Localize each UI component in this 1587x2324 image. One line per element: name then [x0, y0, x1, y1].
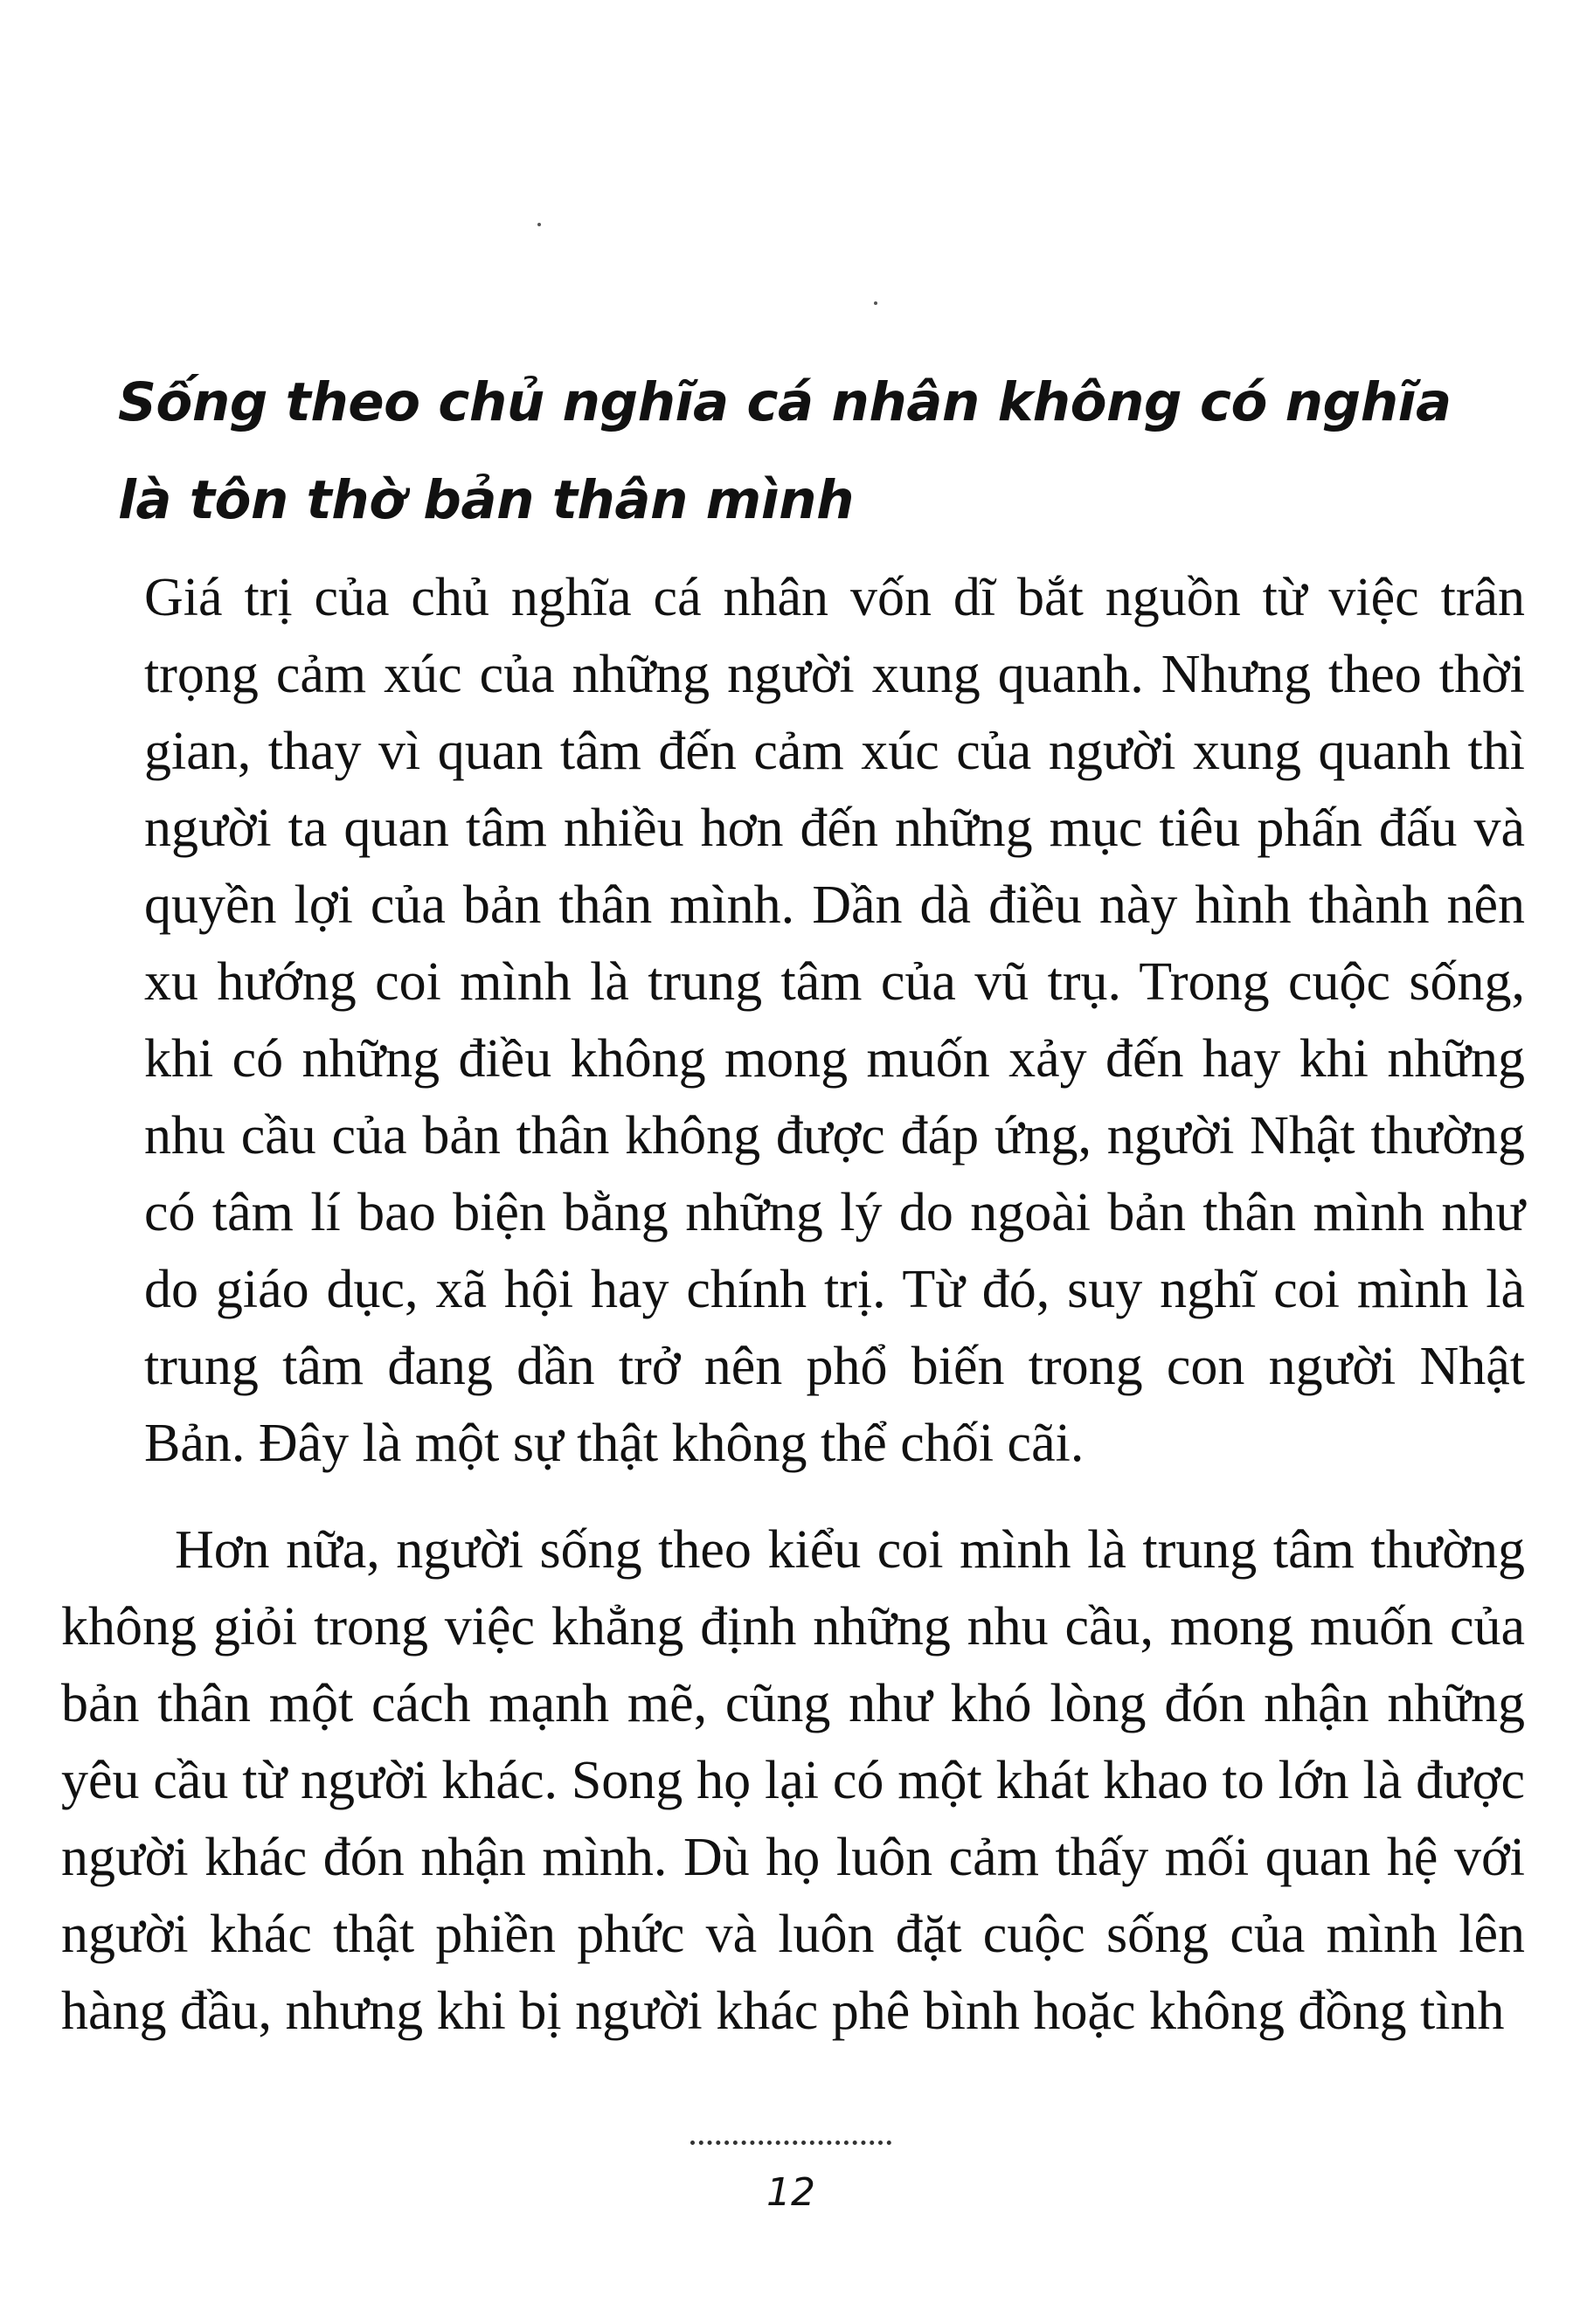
page-number: 12 [766, 2170, 815, 2215]
scan-speck [537, 223, 541, 226]
paragraph-1: Giá trị của chủ nghĩa cá nhân vốn dĩ bắt nguồn từ việc trân trọng cảm xúc của những người xung quanh. Nhưng theo thời gian, thay vì quan tâm đến cảm xúc của người xung quanh thì người ta quan tâm nhiều hơn đến những mục tiêu phấn đấu và quyền lợi của bản thân mình. Dần dà điều này hình thành nên xu hướng coi mình là trung tâm của vũ trụ. Trong cuộc sống, khi có những điều không mong muốn xảy đến hay khi những nhu cầu của bản thân không được đáp ứng, người Nhật thường có tâm lí bao biện bằng những lý do ngoài bản thân mình như do giáo dục, xã hội hay chính trị. Từ đó, suy nghĩ coi mình là trung tâm đang dần trở nên phổ biến trong con người Nhật Bản. Đây là một sự thật không thể chối cãi. [144, 568, 1525, 1473]
scan-speck [874, 301, 877, 305]
page-number-divider [690, 2141, 891, 2145]
paragraph-2: Hơn nữa, người sống theo kiểu coi mình là trung tâm thường không giỏi trong việc khẳng định những nhu cầu, mong muốn của bản thân một cách mạnh mẽ, cũng như khó lòng đón nhận những yêu cầu từ người khác. Song họ lại có một khát khao to lớn là được người khác đón nhận mình. Dù họ luôn cảm thấy mối quan hệ với người khác thật phiền phức và luôn đặt cuộc sống của mình lên hàng đầu, nhưng khi bị người khác phê bình hoặc không đồng tình [61, 1520, 1525, 2041]
section-heading: Sống theo chủ nghĩa cá nhân không có nghĩa là tôn thờ bản thân mình [118, 371, 1452, 531]
